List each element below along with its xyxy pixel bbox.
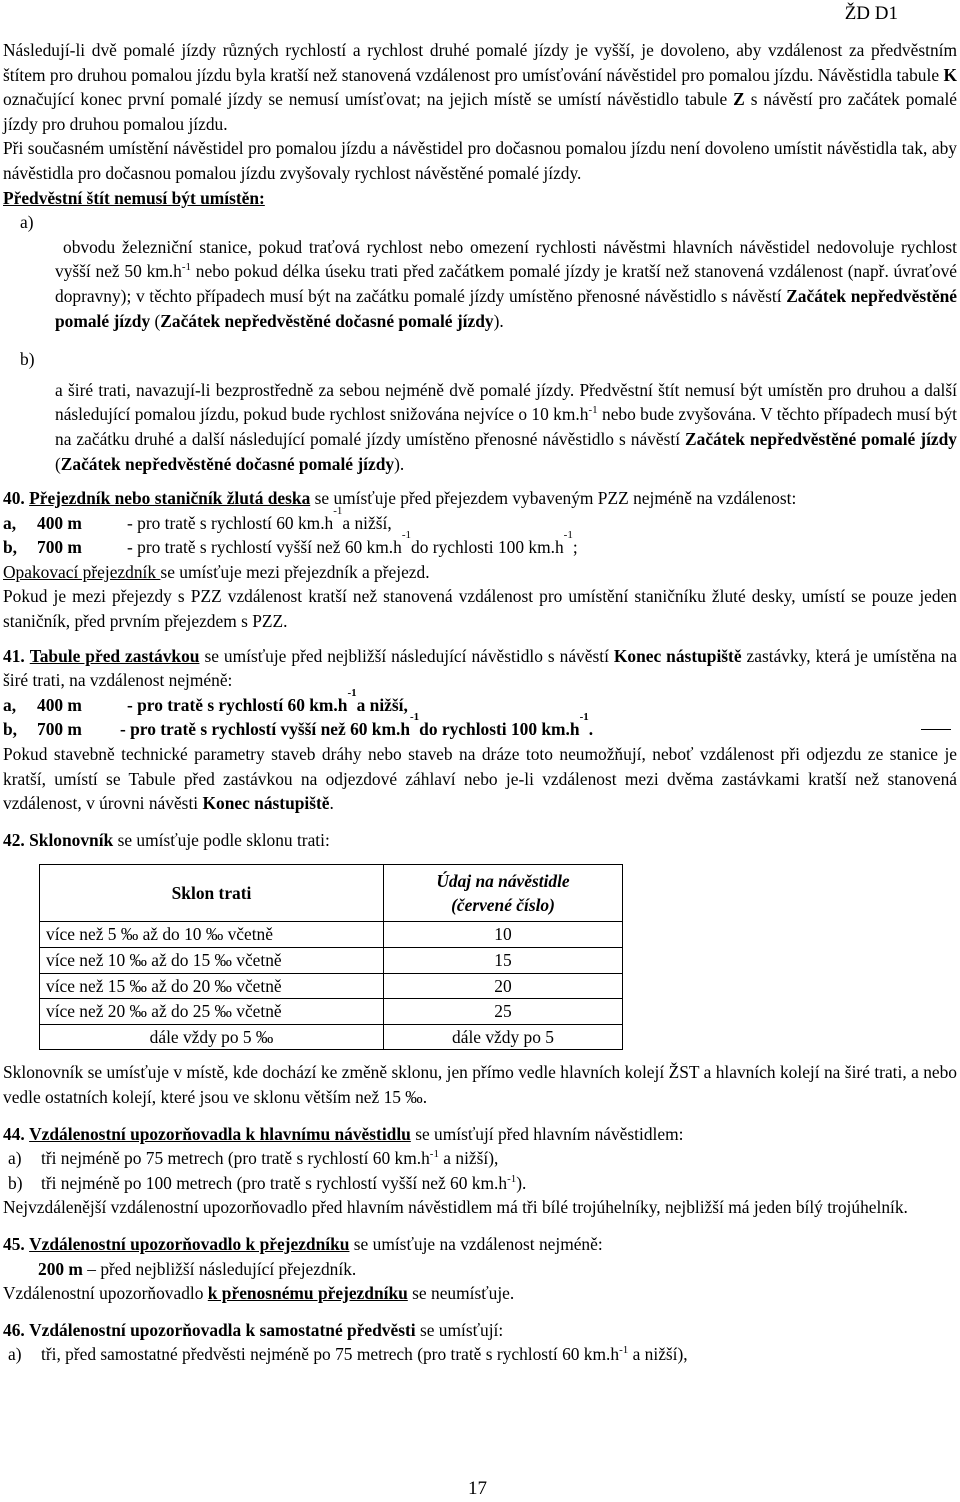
section-42-heading: 42. Sklonovník se umísťuje podle sklonu trati: [3,829,330,850]
section-45-heading: 45. Vzdálenostní upozorňovadlo k přejezdníku se umísťuje na vzdálenost nejméně: [3,1233,603,1254]
section-45-distance: 200 m – před nejbližší následující přejezdník. [38,1258,357,1279]
table-header-value: Údaj na návěstidle (červené číslo) [384,865,623,922]
section-41-line-b: b, 700 m - pro tratě s rychlostí vyšší než 60 km.h -1 do rychlosti 100 km.h -1 . [3,717,957,742]
table-row: více než 5 ‰ až do 10 ‰ včetně 10 [40,922,623,948]
shield-item-b [3,347,957,476]
section-46-item-a: a) tři, před samostatné předvěsti nejméně po 75 metrech (pro tratě s rychlostí 60 $km.h^{-1}$ a nižší), [8,1344,688,1365]
shield-heading: Předvěstní štít nemusí být umístěn: [3,187,265,208]
table-row: více než 15 ‰ až do 20 ‰ včetně 20 [40,973,623,999]
table-header-row [40,865,623,922]
item-label: a) [20,212,34,233]
section-44-paragraph: Nejvzdálenější vzdálenostní upozorňovadlo před hlavním návěstidlem má tři bílé trojúhelníky, nejbližší má jeden bílý trojúhelník. [3,1197,908,1218]
shield-item-a [3,210,957,333]
intro-paragraph-2: Při současném umístění návěstidel pro pomalou jízdu a návěstidel pro dočasnou pomalou jízdu není dovoleno umístit návěstidla tak, aby návěstidla pro dočasnou pomalou jízdu zvyšovaly rychlost návěstěné pomalé jízdy. [3,138,957,183]
document-code: ŽD D1 [844,3,898,24]
section-41-heading: 41. Tabule před zastávkou se umísťuje před nejbližší následující návěstidlo s návěstí Konec nástupiště zastávky, která je umístěna na širé trati, na vzdálenost nejméně: [3,645,957,691]
slope-table [39,864,623,1050]
item-label: b) [20,349,35,370]
section-42-paragraph: Sklonovník se umísťuje v místě, kde dochází ke změně sklonu, jen přímo vedle hlavních kolejí ŽST a hlavních kolejí na širé trati, a nebo vedle ostatních kolejí, které jsou ve sklonu větším než 15 ‰. [3,1062,957,1107]
margin-dash [593,717,957,742]
section-44-heading: 44. Vzdálenostní upozorňovadla k hlavnímu návěstidlu se umísťují před hlavním návěstidlem: [3,1123,684,1144]
section-45-note: Vzdálenostní upozorňovadlo k přenosnému přejezdníku se neumísťuje. [3,1283,515,1304]
repeat-crossing-note: Opakovací přejezdník se umísťuje mezi přejezdník a přejezd. [3,561,430,582]
table-row: více než 20 ‰ až do 25 ‰ včetně 25 [40,999,623,1025]
section-40-heading: 40. Přejezdník nebo staničník žlutá deska se umísťuje před přejezdem vybaveným PZZ nejméně na vzdálenost: [3,488,797,509]
intro-paragraph-1: Následují-li dvě pomalé jízdy různých rychlostí a rychlost druhé pomalé jízdy je vyšší, je dovoleno, aby vzdálenost za předvěstním štítem pro druhou pomalou jízdu byla kratší než stanovená vzdálenost pro umísťování návěstidel pro pomalou jízdu. Návěstidla tabule K označující konec první pomalé jízdy se nemusí umísťovat; na jejich místě se umístí návěstidlo tabule Z s návěstí pro začátek pomalé jízdy pro druhou pomalou jízdu. [3,40,957,134]
section-46-heading: 46. Vzdálenostní upozorňovadla k samostatné předvěsti se umísťují: [3,1319,504,1340]
section-44-item-b: b) tři nejméně po 100 metrech (pro tratě s rychlostí vyšší než 60 $km.h^{-1}$). [8,1172,527,1193]
section-40-paragraph: Pokud je mezi přejezdy s PZZ vzdálenost kratší než stanovená vzdálenost pro umístění staničníku žluté desky, umístí se pouze jeden staničník, před prvním přejezdem s PZZ. [3,586,957,632]
section-41-line-a: a, 400 m - pro tratě s rychlostí 60 km.h -1 a nižší, [3,686,408,715]
item-text: obvodu železniční stanice, pokud traťová rychlost nebo omezení rychlosti návěstmi hlavních návěstidel nedovoluje rychlost vyšší než 50 $km.h^{-1}$ nebo pokud délka úseku trati před začátkem pomalé jízdy je kratší než stanovená vzdálenost (např. úvraťové dopravny); v těchto případech musí být na začátku pomalé jízdy umístěno přenosné návěstidlo s návěstí Začátek nepředvěstěné pomalé jízdy (Začátek nepředvěstěné dočasné pomalé jízdy). [55,236,957,331]
section-40-line-a: a, 400 m - pro tratě s rychlostí 60 km.h -1 a nižší, [3,504,392,533]
page-number: 17 [468,1478,487,1499]
table-row: dále vždy po 5 ‰ dále vždy po 5 [40,1024,623,1050]
item-text: a širé trati, navazují-li bezprostředně za sebou nejméně dvě pomalé jízdy. Předvěstní štít nemusí být umístěn pro druhou a další následující pomalou jízdu, pokud bude rychlost snižována nejvíce o 10 $km.h^{-1}$ nebo bude zvyšována. V těchto případech musí být na začátku druhé a další následující pomalé jízdy umístěno přenosné návěstidlo s návěstí Začátek nepředvěstěné pomalé jízdy (Začátek nepředvěstěné dočasné pomalé jízdy). [55,379,957,474]
table-header-slope: Sklon trati [40,865,384,922]
section-40-line-b: b, 700 m - pro tratě s rychlostí vyšší než 60 km.h -1 do rychlosti 100 km.h -1 ; [3,529,578,558]
document-body [3,0,957,1367]
section-44-item-a: a) tři nejméně po 75 metrech (pro tratě s rychlostí 60 $km.h^{-1}$ a nižší), [8,1148,499,1169]
table-row: více než 10 ‰ až do 15 ‰ včetně 15 [40,948,623,974]
section-41-paragraph: Pokud stavebně technické parametry staveb dráhy nebo staveb na dráze toto neumožňují, neboť vzdálenost při odjezdu ze stanice je kratší, umístí se Tabule před zastávkou na odjezdové záhlaví nebo je-li vzdálenost mezi dvěma zastávkami kratší než stanovená vzdálenost, v úrovni návěsti Konec nástupiště. [3,744,957,814]
